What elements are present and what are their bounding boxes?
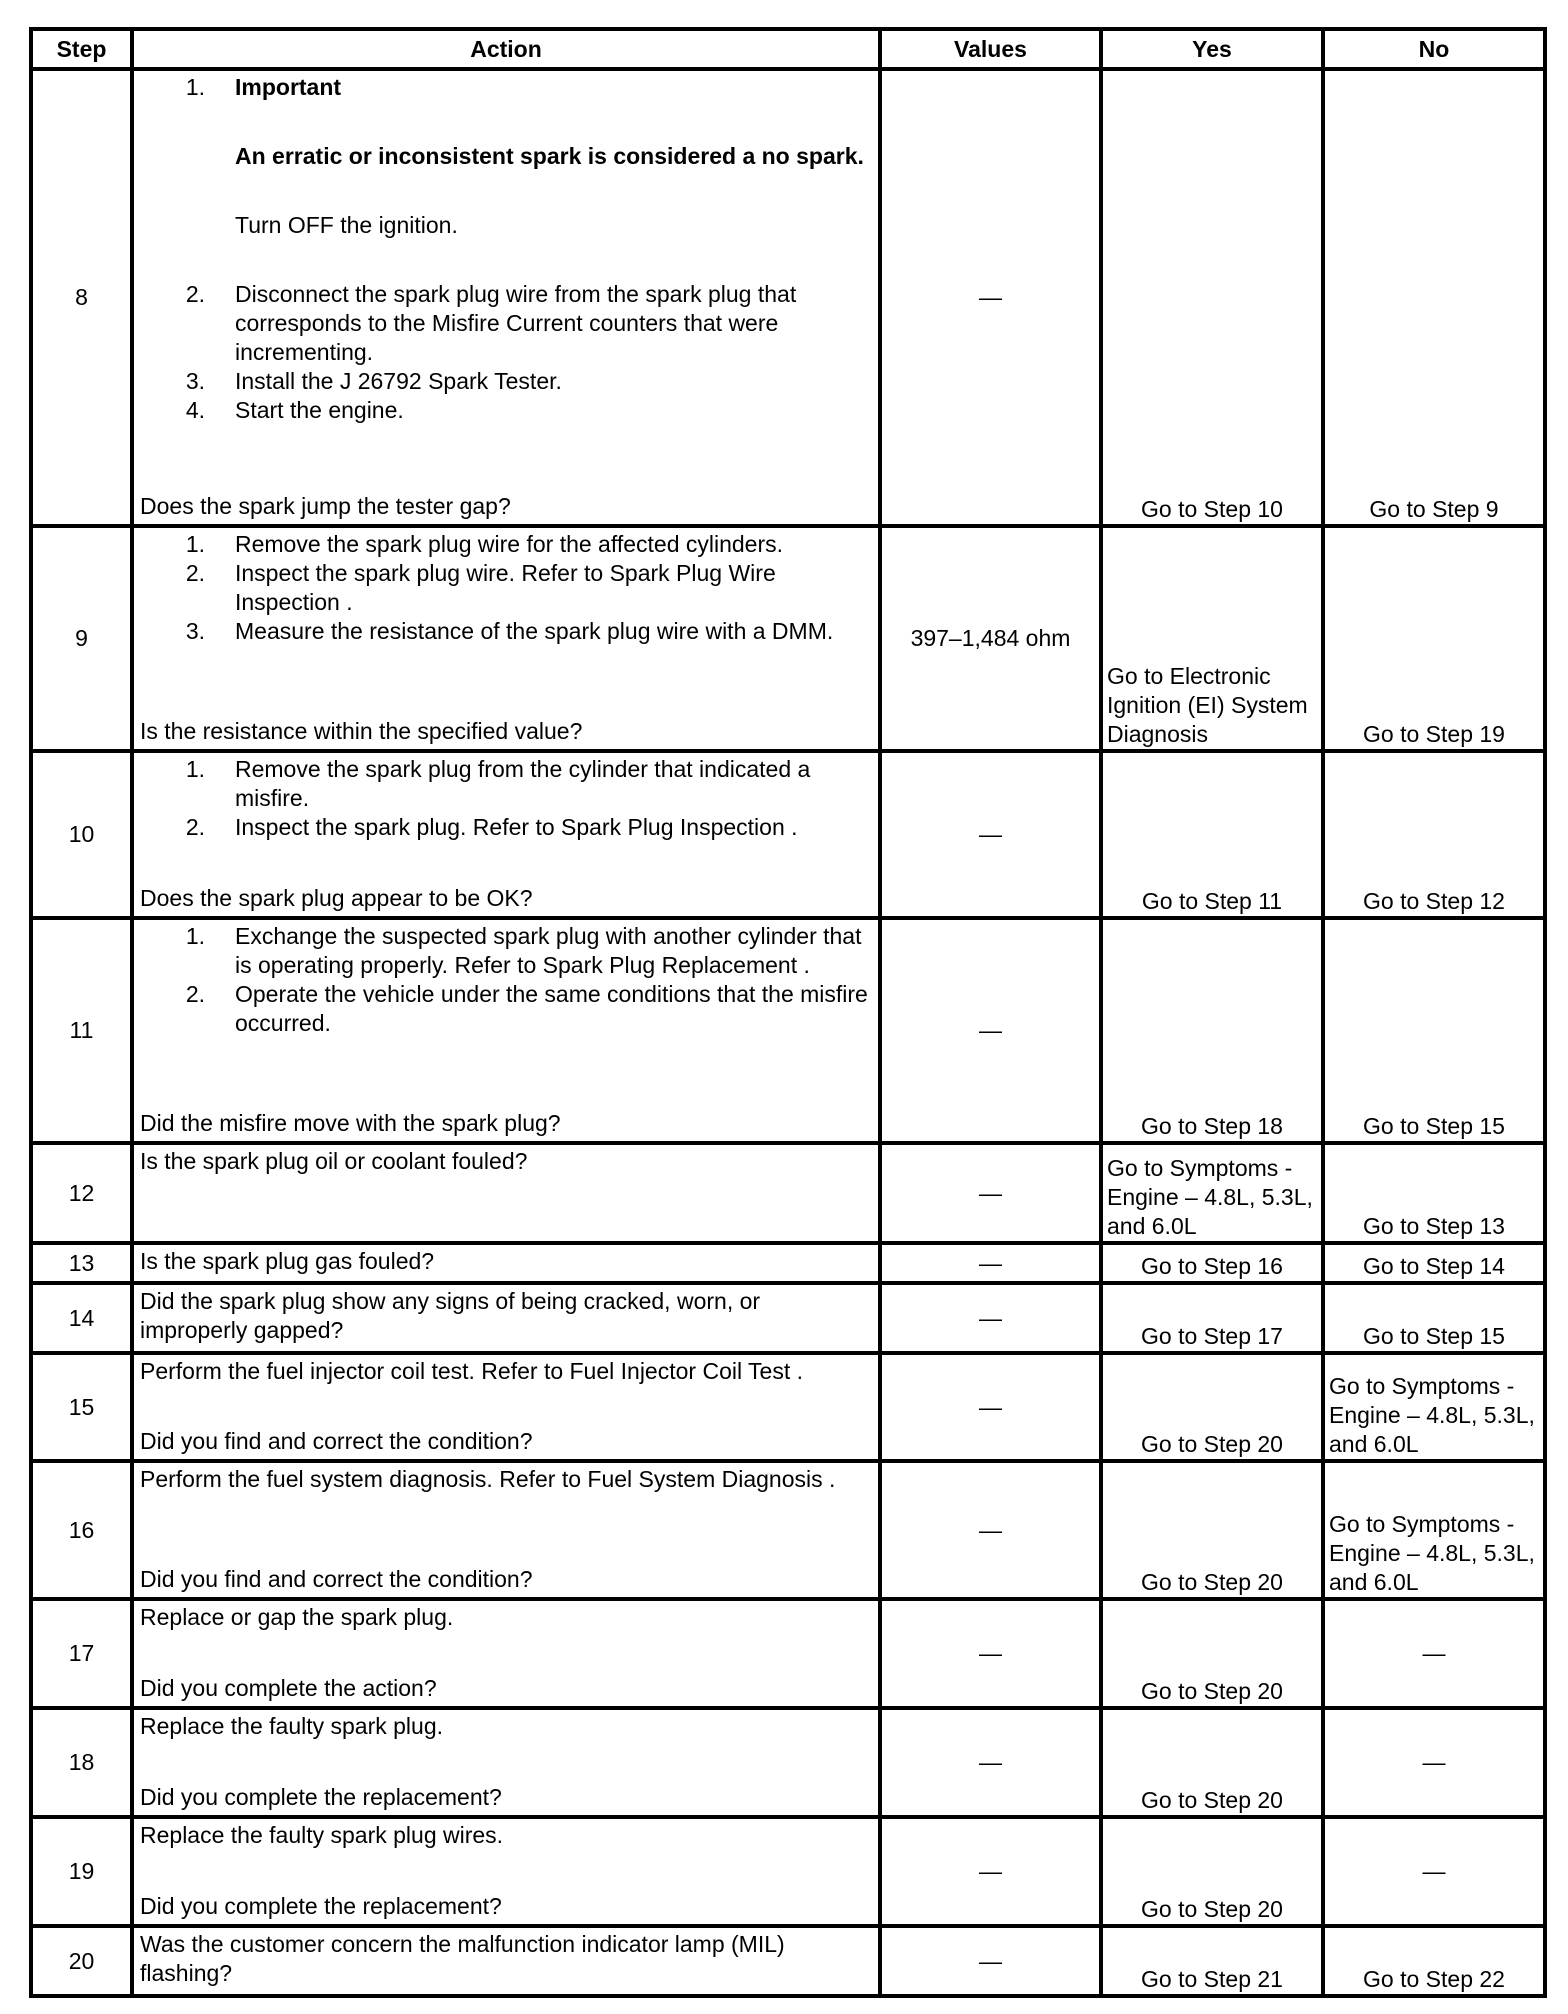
instruction-text: Replace the faulty spark plug wires. <box>140 1822 504 1848</box>
action-text: Turn OFF the ignition. <box>235 212 458 238</box>
values-cell: — <box>880 1143 1101 1243</box>
action-text: Inspect the spark plug wire. Refer to Spark Plug Wire Inspection . <box>235 560 776 615</box>
action-text: Disconnect the spark plug wire from the spark plug that corresponds to the Misfire Current counters that were incrementing. <box>235 281 797 365</box>
action-steps <box>140 755 872 842</box>
values-cell: — <box>880 751 1101 918</box>
header-yes: Yes <box>1101 29 1323 69</box>
yes-cell: Go to Step 16 <box>1101 1243 1323 1283</box>
instruction-text: Perform the fuel injector coil test. Refer to Fuel Injector Coil Test . <box>140 1358 804 1384</box>
question-text: Does the spark jump the tester gap? <box>140 493 511 519</box>
no-cell: Go to Step 13 <box>1323 1143 1545 1243</box>
step-number: 20 <box>31 1926 132 1996</box>
table-row-step-12 <box>31 1143 1545 1243</box>
list-item: 1. Important An erratic or inconsistent spark is considered a no spark. Turn OFF the ignition. <box>140 73 872 280</box>
question-text: Was the customer concern the malfunction indicator lamp (MIL) flashing? <box>140 1931 785 1986</box>
list-item: 3. Measure the resistance of the spark plug wire with a DMM. <box>140 617 872 646</box>
table-row-step-11 <box>31 918 1545 1143</box>
question-text: Did the spark plug show any signs of being cracked, worn, or improperly gapped? <box>140 1288 761 1343</box>
values-cell: — <box>880 1817 1101 1926</box>
no-cell: Go to Step 15 <box>1323 1283 1545 1353</box>
action-text: Remove the spark plug wire for the affected cylinders. <box>235 531 784 557</box>
action-cell <box>132 1708 880 1817</box>
values-cell: — <box>880 1353 1101 1461</box>
header-values: Values <box>880 29 1101 69</box>
action-text: Start the engine. <box>235 397 404 423</box>
no-cell: Go to Step 15 <box>1323 918 1545 1143</box>
step-number: 14 <box>31 1283 132 1353</box>
question-text: Did the misfire move with the spark plug? <box>140 1110 561 1136</box>
values-cell: 397–1,484 ohm <box>880 526 1101 751</box>
step-number: 9 <box>31 526 132 751</box>
yes-cell: Go to Step 21 <box>1101 1926 1323 1996</box>
action-text: Remove the spark plug from the cylinder that indicated a misfire. <box>235 756 811 811</box>
action-text: Measure the resistance of the spark plug wire with a DMM. <box>235 618 834 644</box>
table-row-step-15 <box>31 1353 1545 1461</box>
values-cell: — <box>880 918 1101 1143</box>
list-item: 1. Remove the spark plug wire for the affected cylinders. <box>140 530 872 559</box>
values-cell: — <box>880 69 1101 526</box>
header-step: Step <box>31 29 132 69</box>
table-row-step-9 <box>31 526 1545 751</box>
yes-cell: Go to Step 20 <box>1101 1461 1323 1599</box>
action-cell <box>132 1817 880 1926</box>
question-text: Did you complete the replacement? <box>140 1893 502 1919</box>
table-row-step-14 <box>31 1283 1545 1353</box>
list-item: 4. Start the engine. <box>140 396 872 425</box>
question-text: Did you complete the action? <box>140 1675 437 1701</box>
action-cell <box>132 1599 880 1708</box>
table-row-step-20 <box>31 1926 1545 1996</box>
action-text: Exchange the suspected spark plug with another cylinder that is operating properly. Refer to Spark Plug Replacement . <box>235 923 862 978</box>
list-item: 1. Exchange the suspected spark plug with another cylinder that is operating properly. Refer to Spark Plug Replacement . <box>140 922 872 980</box>
table-row-step-16 <box>31 1461 1545 1599</box>
action-steps <box>140 530 872 646</box>
step-number: 8 <box>31 69 132 526</box>
yes-cell: Go to Step 18 <box>1101 918 1323 1143</box>
no-cell: Go to Step 12 <box>1323 751 1545 918</box>
list-item: 2. Operate the vehicle under the same conditions that the misfire occurred. <box>140 980 872 1038</box>
action-text: Operate the vehicle under the same conditions that the misfire occurred. <box>235 981 868 1036</box>
values-cell: — <box>880 1599 1101 1708</box>
list-item: 3. Install the J 26792 Spark Tester. <box>140 367 872 396</box>
question-text: Did you complete the replacement? <box>140 1784 502 1810</box>
question-text: Is the spark plug oil or coolant fouled? <box>140 1148 528 1174</box>
action-cell <box>132 1243 880 1283</box>
yes-cell: Go to Electronic Ignition (EI) System Diagnosis <box>1101 526 1323 751</box>
header-no: No <box>1323 29 1545 69</box>
instruction-text: Perform the fuel system diagnosis. Refer to Fuel System Diagnosis . <box>140 1466 836 1492</box>
no-cell: Go to Symptoms - Engine – 4.8L, 5.3L, and 6.0L <box>1323 1353 1545 1461</box>
no-cell: Go to Step 22 <box>1323 1926 1545 1996</box>
action-cell <box>132 1461 880 1599</box>
step-number: 10 <box>31 751 132 918</box>
yes-cell: Go to Step 10 <box>1101 69 1323 526</box>
action-cell <box>132 1283 880 1353</box>
yes-cell: Go to Step 20 <box>1101 1817 1323 1926</box>
action-steps <box>140 73 872 425</box>
yes-cell: Go to Step 20 <box>1101 1599 1323 1708</box>
table-row-step-17 <box>31 1599 1545 1708</box>
no-cell: Go to Symptoms - Engine – 4.8L, 5.3L, and 6.0L <box>1323 1461 1545 1599</box>
instruction-text: Replace the faulty spark plug. <box>140 1713 444 1739</box>
header-row <box>31 29 1545 69</box>
step-number: 12 <box>31 1143 132 1243</box>
table-row-step-19 <box>31 1817 1545 1926</box>
list-item: 2. Disconnect the spark plug wire from the spark plug that corresponds to the Misfire Current counters that were incrementing. <box>140 280 872 367</box>
header-action: Action <box>132 29 880 69</box>
action-cell <box>132 751 880 918</box>
no-cell: Go to Step 9 <box>1323 69 1545 526</box>
step-number: 11 <box>31 918 132 1143</box>
step-number: 13 <box>31 1243 132 1283</box>
no-cell: Go to Step 14 <box>1323 1243 1545 1283</box>
list-item: 2. Inspect the spark plug wire. Refer to Spark Plug Wire Inspection . <box>140 559 872 617</box>
no-cell: Go to Step 19 <box>1323 526 1545 751</box>
step-number: 17 <box>31 1599 132 1708</box>
question-text: Does the spark plug appear to be OK? <box>140 885 533 911</box>
list-item: 1. Remove the spark plug from the cylinder that indicated a misfire. <box>140 755 872 813</box>
yes-cell: Go to Step 20 <box>1101 1708 1323 1817</box>
action-cell <box>132 526 880 751</box>
action-text: Inspect the spark plug. Refer to Spark Plug Inspection . <box>235 814 798 840</box>
no-cell: — <box>1323 1599 1545 1708</box>
values-cell: — <box>880 1243 1101 1283</box>
question-text: Is the spark plug gas fouled? <box>140 1248 435 1274</box>
yes-cell: Go to Step 11 <box>1101 751 1323 918</box>
instruction-text: Replace or gap the spark plug. <box>140 1604 454 1630</box>
step-number: 16 <box>31 1461 132 1599</box>
step-number: 15 <box>31 1353 132 1461</box>
values-cell: — <box>880 1708 1101 1817</box>
question-text: Did you find and correct the condition? <box>140 1428 533 1454</box>
question-text: Is the resistance within the specified value? <box>140 718 583 744</box>
table-row-step-8 <box>31 69 1545 526</box>
action-text: Install the J 26792 Spark Tester. <box>235 368 562 394</box>
values-cell: — <box>880 1461 1101 1599</box>
table-row-step-10 <box>31 751 1545 918</box>
step-number: 19 <box>31 1817 132 1926</box>
no-cell: — <box>1323 1708 1545 1817</box>
yes-cell: Go to Step 17 <box>1101 1283 1323 1353</box>
table-row-step-13 <box>31 1243 1545 1283</box>
question-text: Did you find and correct the condition? <box>140 1566 533 1592</box>
yes-cell: Go to Symptoms - Engine – 4.8L, 5.3L, and 6.0L <box>1101 1143 1323 1243</box>
action-steps <box>140 922 872 1038</box>
action-cell <box>132 1926 880 1996</box>
important-note: An erratic or inconsistent spark is considered a no spark. <box>235 143 864 169</box>
list-item: 2. Inspect the spark plug. Refer to Spark Plug Inspection . <box>140 813 872 842</box>
action-cell <box>132 1143 880 1243</box>
no-cell: — <box>1323 1817 1545 1926</box>
values-cell: — <box>880 1926 1101 1996</box>
important-label: Important <box>235 74 342 100</box>
diagnostic-table <box>29 27 1547 1998</box>
table-row-step-18 <box>31 1708 1545 1817</box>
step-number: 18 <box>31 1708 132 1817</box>
action-cell <box>132 918 880 1143</box>
action-cell <box>132 69 880 526</box>
values-cell: — <box>880 1283 1101 1353</box>
yes-cell: Go to Step 20 <box>1101 1353 1323 1461</box>
action-cell <box>132 1353 880 1461</box>
